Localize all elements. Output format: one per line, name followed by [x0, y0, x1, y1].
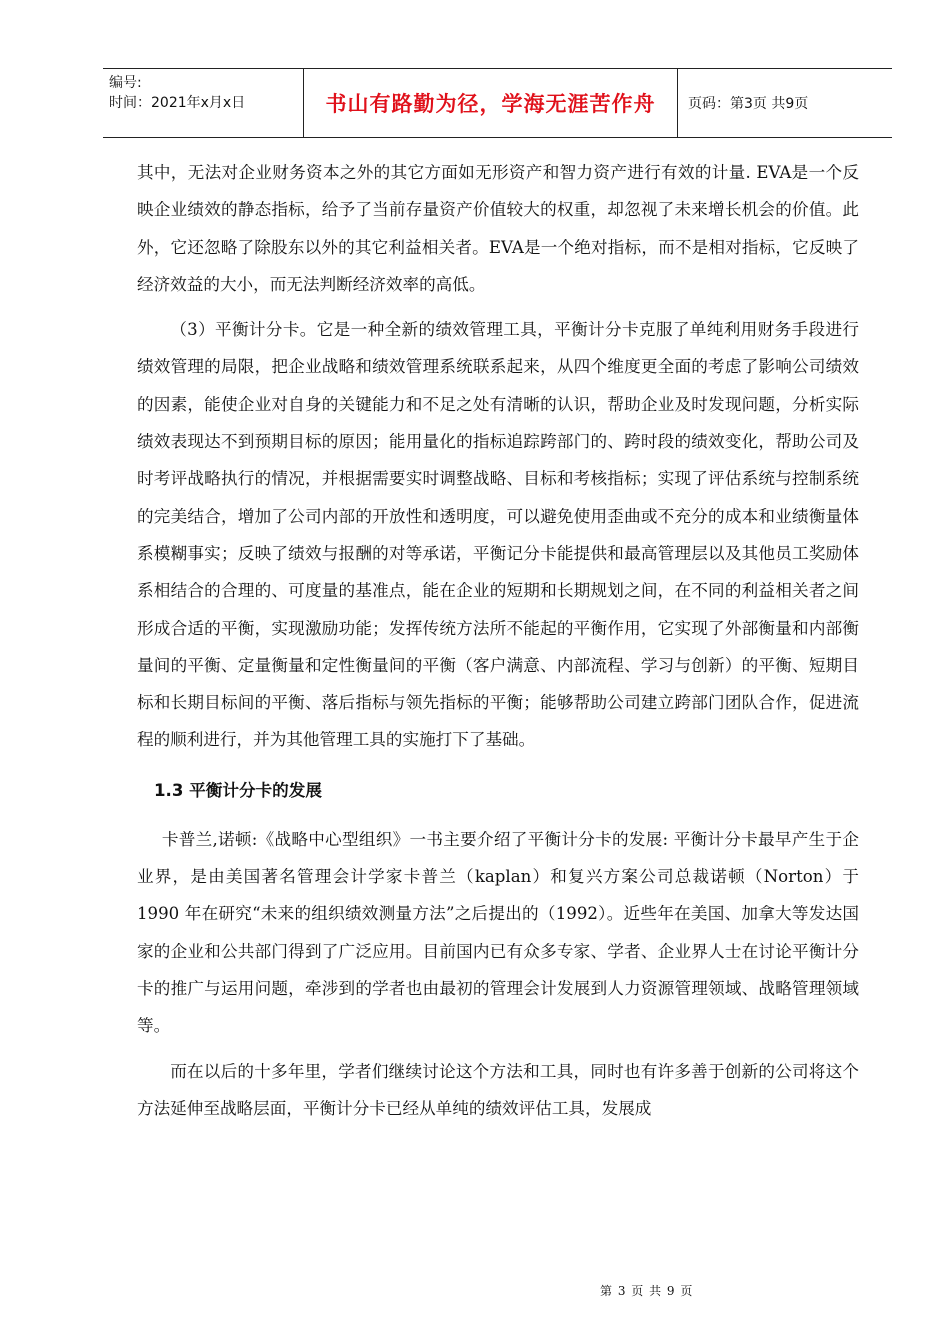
- document-body: [137, 154, 859, 1127]
- header-motto: 书山有路勤为径，学海无涯苦作舟: [325, 92, 656, 116]
- paragraph-development: 卡普兰,诺顿:《战略中心型组织》一书主要介绍了平衡计分卡的发展: 平衡计分卡最早产生于企业界，是由美国著名管理会计学家卡普兰（kaplan）和复兴方案公司总裁诺顿（Norton）于 1990 年在研究“未来的组织绩效测量方法”之后提出的（1992）。近些年在美国、加拿大等发达国家的企业和公共部门得到了广泛应用。目前国内已有众多专家、学者、企业界人士在讨论平衡计分卡的推广与运用问题，牵涉到的学者也由最初的管理会计发展到人力资源管理领域、战略管理领域等。: [137, 829, 859, 1036]
- header-left-cell: [103, 69, 304, 137]
- section-heading: 1.3 平衡计分卡的发展: [154, 780, 322, 800]
- doc-number-label: 编号:: [109, 75, 142, 91]
- doc-date: 时间：2021年x月x日: [109, 95, 246, 111]
- page-header: [103, 68, 892, 138]
- paragraph-eva: 其中，无法对企业财务资本之外的其它方面如无形资产和智力资产进行有效的计量. EVA是一个反映企业绩效的静态指标，给予了当前存量资产价值较大的权重，却忽视了未来增长机会的价值。此外，它还忽略了除股东以外的其它利益相关者。EVA是一个绝对指标，而不是相对指标，它反映了经济效益的大小，而无法判断经济效率的高低。: [137, 163, 859, 294]
- header-page-info: 页码：第3页 共9页: [688, 96, 809, 112]
- page-footer: 第 3 页 共 9 页: [600, 1284, 694, 1298]
- header-motto-cell: [304, 69, 678, 137]
- paragraph-balanced-scorecard: （3）平衡计分卡。它是一种全新的绩效管理工具，平衡计分卡克服了单纯利用财务手段进行绩效管理的局限，把企业战略和绩效管理系统联系起来，从四个维度更全面的考虑了影响公司绩效的因素，能使企业对自身的关键能力和不足之处有清晰的认识，帮助企业及时发现问题，分析实际绩效表现达不到预期目标的原因；能用量化的指标追踪跨部门的、跨时段的绩效变化，帮助公司及时考评战略执行的情况，并根据需要实时调整战略、目标和考核指标；实现了评估系统与控制系统的完美结合，增加了公司内部的开放性和透明度，可以避免使用歪曲或不充分的成本和业绩衡量体系模糊事实；反映了绩效与报酬的对等承诺，平衡记分卡能提供和最高管理层以及其他员工奖励体系相结合的合理的、可度量的基准点，能在企业的短期和长期规划之间，在不同的利益相关者之间形成合适的平衡，实现激励功能；发挥传统方法所不能起的平衡作用，它实现了外部衡量和内部衡量间的平衡、定量衡量和定性衡量间的平衡（客户满意、内部流程、学习与创新）的平衡、短期目标和长期目标间的平衡、落后指标与领先指标的平衡；能够帮助公司建立跨部门团队合作，促进流程的顺利进行，并为其他管理工具的实施打下了基础。: [137, 320, 859, 750]
- header-right-cell: [678, 69, 892, 137]
- paragraph-later-years: 而在以后的十多年里，学者们继续讨论这个方法和工具，同时也有许多善于创新的公司将这个方法延伸至战略层面，平衡计分卡已经从单纯的绩效评估工具，发展成: [137, 1061, 859, 1118]
